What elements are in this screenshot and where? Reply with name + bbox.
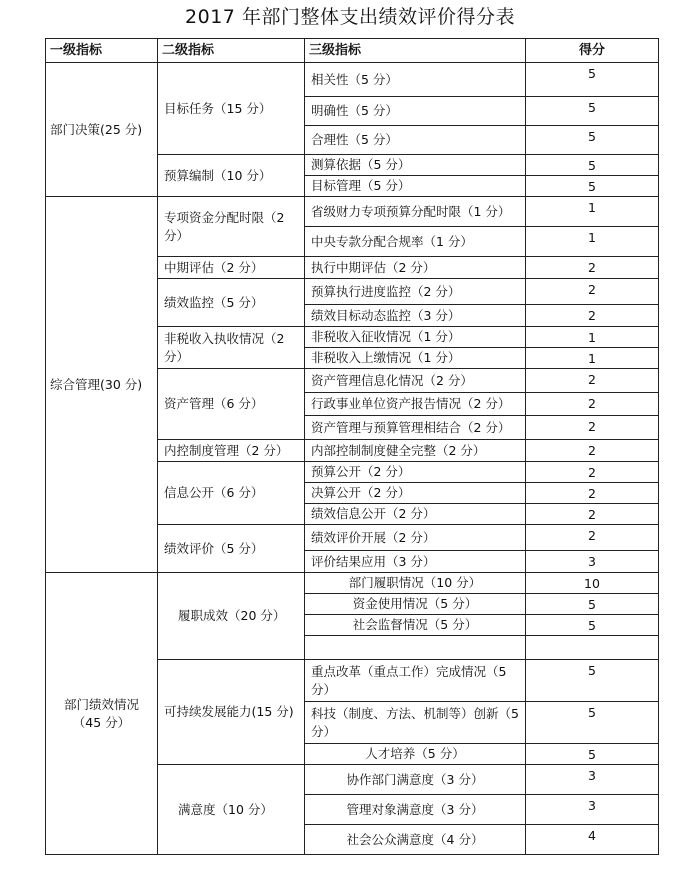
table-row bbox=[46, 197, 659, 227]
score-cell: 1 bbox=[526, 348, 659, 369]
table-row bbox=[46, 63, 659, 97]
level3-cell: 目标管理（5 分） bbox=[305, 176, 526, 197]
score-cell: 1 bbox=[526, 197, 659, 227]
score-cell: 5 bbox=[526, 702, 659, 744]
level2-cell: 满意度（10 分） bbox=[158, 765, 305, 855]
level1-cell: 部门绩效情况（45 分） bbox=[46, 573, 158, 855]
level3-cell: 科技（制度、方法、机制等）创新（5 分） bbox=[305, 702, 526, 744]
level2-cell: 资产管理（6 分） bbox=[158, 369, 305, 440]
score-cell: 2 bbox=[526, 279, 659, 305]
level3-cell: 合理性（5 分） bbox=[305, 126, 526, 155]
level3-cell: 社会公众满意度（4 分） bbox=[305, 825, 526, 855]
level3-cell: 明确性（5 分） bbox=[305, 97, 526, 126]
level3-cell: 部门履职情况（10 分） bbox=[305, 573, 526, 594]
level3-cell: 测算依据（5 分） bbox=[305, 155, 526, 176]
level1-cell: 综合管理(30 分) bbox=[46, 197, 158, 573]
score-cell: 2 bbox=[526, 393, 659, 416]
level2-cell: 专项资金分配时限（2 分） bbox=[158, 197, 305, 257]
level3-cell: 行政事业单位资产报告情况（2 分） bbox=[305, 393, 526, 416]
level2-cell: 中期评估（2 分） bbox=[158, 257, 305, 279]
score-cell: 2 bbox=[526, 504, 659, 525]
header-level3: 三级指标 bbox=[305, 39, 526, 63]
header-level2: 二级指标 bbox=[158, 39, 305, 63]
score-cell: 1 bbox=[526, 227, 659, 257]
level3-cell: 非税收入上缴情况（1 分） bbox=[305, 348, 526, 369]
level3-cell: 非税收入征收情况（1 分） bbox=[305, 327, 526, 348]
level3-cell: 内部控制制度健全完整（2 分） bbox=[305, 440, 526, 462]
level3-cell: 资产管理与预算管理相结合（2 分） bbox=[305, 416, 526, 440]
header-level1: 一级指标 bbox=[46, 39, 158, 63]
level3-cell bbox=[305, 636, 526, 660]
score-cell: 2 bbox=[526, 257, 659, 279]
table-body bbox=[46, 63, 659, 855]
level3-cell: 决算公开（2 分） bbox=[305, 483, 526, 504]
level2-cell: 预算编制（10 分） bbox=[158, 155, 305, 197]
level3-cell: 绩效目标动态监控（3 分） bbox=[305, 305, 526, 327]
header-score: 得分 bbox=[526, 39, 659, 63]
score-cell: 4 bbox=[526, 825, 659, 855]
score-cell: 2 bbox=[526, 525, 659, 551]
table-header-row bbox=[46, 39, 659, 63]
score-cell: 5 bbox=[526, 63, 659, 97]
page-title: 2017 年部门整体支出绩效评价得分表 bbox=[185, 6, 515, 28]
score-cell: 3 bbox=[526, 551, 659, 573]
score-table bbox=[45, 38, 659, 855]
level3-cell: 协作部门满意度（3 分） bbox=[305, 765, 526, 795]
score-cell: 2 bbox=[526, 440, 659, 462]
score-cell: 5 bbox=[526, 744, 659, 765]
level2-cell: 内控制度管理（2 分） bbox=[158, 440, 305, 462]
score-cell: 10 bbox=[526, 573, 659, 594]
score-cell: 5 bbox=[526, 97, 659, 126]
score-cell: 5 bbox=[526, 155, 659, 176]
level2-cell: 履职成效（20 分） bbox=[158, 573, 305, 660]
level3-cell: 资金使用情况（5 分） bbox=[305, 594, 526, 615]
score-cell: 5 bbox=[526, 594, 659, 615]
table-row bbox=[46, 573, 659, 594]
score-cell: 2 bbox=[526, 369, 659, 393]
level1-cell: 部门决策(25 分) bbox=[46, 63, 158, 197]
level2-cell: 信息公开（6 分） bbox=[158, 462, 305, 525]
level3-cell: 重点改革（重点工作）完成情况（5 分） bbox=[305, 660, 526, 702]
score-cell: 2 bbox=[526, 483, 659, 504]
level3-cell: 中央专款分配合规率（1 分） bbox=[305, 227, 526, 257]
level3-cell: 绩效评价开展（2 分） bbox=[305, 525, 526, 551]
level2-cell: 可持续发展能力(15 分) bbox=[158, 660, 305, 765]
level3-cell: 预算执行进度监控（2 分） bbox=[305, 279, 526, 305]
level3-cell: 执行中期评估（2 分） bbox=[305, 257, 526, 279]
level2-cell: 绩效监控（5 分） bbox=[158, 279, 305, 327]
level3-cell: 人才培养（5 分） bbox=[305, 744, 526, 765]
score-cell: 2 bbox=[526, 416, 659, 440]
level3-cell: 资产管理信息化情况（2 分） bbox=[305, 369, 526, 393]
level3-cell: 预算公开（2 分） bbox=[305, 462, 526, 483]
level3-cell: 管理对象满意度（3 分） bbox=[305, 795, 526, 825]
score-cell: 3 bbox=[526, 765, 659, 795]
score-cell: 5 bbox=[526, 660, 659, 702]
level3-cell: 社会监督情况（5 分） bbox=[305, 615, 526, 636]
score-cell: 2 bbox=[526, 305, 659, 327]
score-cell bbox=[526, 636, 659, 660]
score-cell: 5 bbox=[526, 176, 659, 197]
score-cell: 5 bbox=[526, 126, 659, 155]
score-cell: 1 bbox=[526, 327, 659, 348]
level3-cell: 相关性（5 分） bbox=[305, 63, 526, 97]
level2-cell: 目标任务（15 分） bbox=[158, 63, 305, 155]
level2-cell: 绩效评价（5 分） bbox=[158, 525, 305, 573]
level3-cell: 绩效信息公开（2 分） bbox=[305, 504, 526, 525]
score-cell: 5 bbox=[526, 615, 659, 636]
score-cell: 2 bbox=[526, 462, 659, 483]
level3-cell: 省级财力专项预算分配时限（1 分） bbox=[305, 197, 526, 227]
level2-cell: 非税收入执收情况（2 分） bbox=[158, 327, 305, 369]
level3-cell: 评价结果应用（3 分） bbox=[305, 551, 526, 573]
score-cell: 3 bbox=[526, 795, 659, 825]
